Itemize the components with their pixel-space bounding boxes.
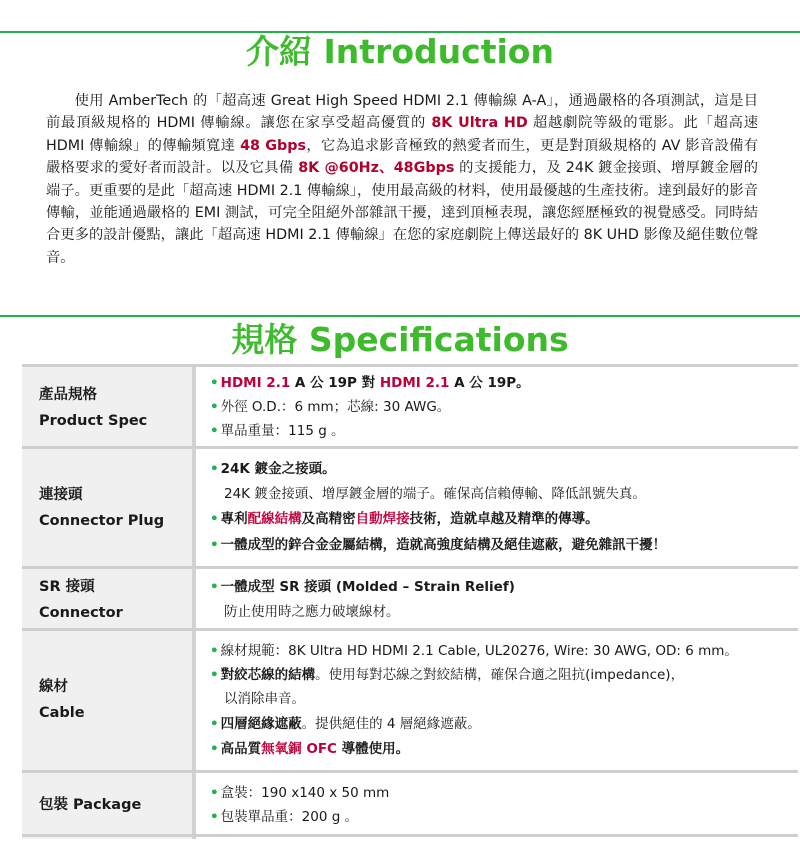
spec-label-zh: 連接頭 (39, 487, 83, 503)
spec-item (210, 641, 790, 661)
spec-item-text: 一體成型的鋅合金金屬結構，造就高強度結構及絕佳遮蔽，避免雜訊干擾！ (220, 537, 667, 553)
intro-highlight-bandwidth: 48 Gbps (240, 137, 307, 154)
spec-item-text: 包裝單品重：200 g 。 (220, 809, 359, 825)
spec-item-text: 四層絕緣遮蔽 (220, 716, 302, 732)
spec-item (210, 714, 790, 734)
bullet-icon: • (210, 579, 219, 595)
bullet-icon: • (210, 809, 219, 825)
spec-top-rule (0, 315, 800, 317)
spec-label-zh: 產品規格 (39, 387, 97, 403)
spec-item (210, 665, 790, 685)
spec-item-text: 以消除串音。 (224, 691, 305, 707)
intro-text (46, 90, 758, 269)
spec-item-text: 單品重量：115 g 。 (220, 423, 345, 439)
spec-label-cell (22, 773, 196, 839)
spec-label-zh: SR 接頭 (39, 579, 95, 595)
bullet-icon: • (210, 716, 219, 732)
spec-content (210, 631, 790, 773)
intro-highlight-8k: 8K Ultra HD (431, 115, 528, 132)
spec-item (210, 535, 790, 555)
spec-item-text: 。提供絕佳的 4 層絕緣遮蔽。 (301, 716, 481, 732)
spec-label-cell (22, 631, 196, 773)
spec-label-package: 包裝 Package (39, 797, 142, 813)
spec-item-text: 對絞芯線的結構 (220, 667, 316, 683)
bullet-icon: • (210, 643, 219, 659)
spec-item-highlight: 自動焊接 (355, 511, 410, 527)
bullet-icon: • (210, 785, 219, 801)
spec-item-text: A 公 19P。 (449, 375, 530, 391)
spec-heading: 規格 Specifications (231, 320, 569, 359)
spec-label-cell (22, 449, 196, 569)
spec-item-text: 24K 鍍金之接頭。 (220, 461, 336, 477)
bullet-icon: • (210, 667, 219, 683)
spec-item-highlight: 無氧銅 OFC (261, 741, 337, 757)
spec-label-zh: 線材 (39, 679, 68, 695)
bullet-icon: • (210, 423, 219, 439)
spec-row-sr-connector (22, 566, 798, 631)
spec-item-text: 導體使用。 (336, 741, 410, 757)
spec-item-hdmi-a: HDMI 2.1 (220, 375, 291, 391)
spec-label-cell (22, 569, 196, 631)
spec-item (210, 421, 790, 441)
spec-bottom-rule (22, 834, 798, 837)
spec-label-en: Connector Plug (39, 513, 165, 529)
spec-item-highlight: 配線結構 (247, 511, 302, 527)
bullet-icon: • (210, 375, 219, 391)
spec-item-text: A 公 19P 對 (290, 375, 380, 391)
spec-item-text: 專利 (220, 511, 248, 527)
intro-text-4: 的支援能力，及 24K 鍍金接頭、增厚鍍金層的端子。更重要的是此「超高速 HDMI 2.1 傳輸線」，使用最高級的材料，使用最優越的生產技術。達到最好的影音傳輸，並能通過嚴格的 EMI 測試，可完全阻絕外部雜訊干擾，達到頂極表現，讓您經歷極致的視覺感受。同時結合更多的設計優點，讓此「超高速 HDMI 2.1 傳輸線」在您的家庭劇院上傳送最好的 8K UHD 影像及絕佳數位聲音。 (46, 160, 758, 266)
spec-content (210, 449, 790, 569)
spec-item-text: 線材規範：8K Ultra HD HDMI 2.1 Cable, UL20276, Wire: 30 AWG, OD: 6 mm。 (220, 643, 738, 659)
spec-item-text: 及高精密 (301, 511, 356, 527)
intro-text-1: 使用 AmberTech 的「超高速 Great High Speed HDMI 2.1 傳輸線 A-A」，通過嚴格的各項測試，這是目前最頂級規格的 HDMI 傳輸線。讓您在家享受超高優質的 (46, 93, 758, 132)
spec-content (210, 367, 790, 449)
spec-item-text: 防止使用時之應力破壞線材。 (224, 604, 400, 620)
spec-label-en: Cable (39, 705, 85, 721)
spec-item (210, 739, 790, 759)
bullet-icon: • (210, 537, 219, 553)
spec-item (210, 459, 790, 479)
intro-heading: 介紹 Introduction (246, 32, 554, 71)
spec-item (210, 807, 790, 827)
spec-item-text: 外徑 O.D.：6 mm；芯線: 30 AWG。 (220, 399, 451, 415)
spec-item-hdmi-b: HDMI 2.1 (379, 375, 450, 391)
spec-item (210, 397, 790, 417)
spec-item-text: 高品質 (220, 741, 262, 757)
bullet-icon: • (210, 741, 219, 757)
spec-item-text: 技術，造就卓越及精準的傳導。 (409, 511, 599, 527)
bullet-icon: • (210, 461, 219, 477)
spec-label-en: Connector (39, 605, 123, 621)
spec-content (210, 773, 790, 839)
intro-text-2: 超越劇院等級的電影。此「超高速 HDMI 傳輸線」的傳輸頻寬達 (46, 115, 759, 154)
spec-item (210, 577, 790, 597)
spec-item-sub (210, 689, 790, 709)
spec-item (210, 783, 790, 803)
spec-table (22, 364, 798, 836)
spec-row-package (22, 770, 798, 839)
intro-text-3: ，它為追求影音極致的熱愛者而生，更是對頂級規格的 AV 影音設備有嚴格要求的愛好者而設計。以及它具備 (46, 137, 759, 177)
intro-paragraph (46, 90, 758, 269)
spec-item-text: 一體成型 SR 接頭 (Molded – Strain Relief) (220, 579, 515, 595)
spec-item-text: 盒裝：190 x140 x 50 mm (220, 785, 390, 801)
intro-highlight-support: 8K @60Hz、48Gbps (298, 160, 455, 177)
spec-item-text: 。使用每對芯線之對絞結構，確保合適之阻抗(impedance)， (315, 667, 685, 683)
spec-label-cell (22, 367, 196, 449)
bullet-icon: • (210, 511, 219, 527)
spec-item (210, 373, 790, 393)
bullet-icon: • (210, 399, 219, 415)
spec-row-connector-plug (22, 446, 798, 569)
spec-item-sub (210, 484, 790, 504)
spec-label-en: Product Spec (39, 413, 148, 429)
spec-row-product (22, 364, 798, 449)
spec-item-text: 24K 鍍金接頭、增厚鍍金層的端子。確保高信賴傳輸、降低訊號失真。 (224, 486, 646, 502)
spec-row-cable (22, 628, 798, 773)
spec-content (210, 569, 790, 631)
spec-item (210, 509, 790, 529)
spec-item-sub (210, 602, 790, 622)
